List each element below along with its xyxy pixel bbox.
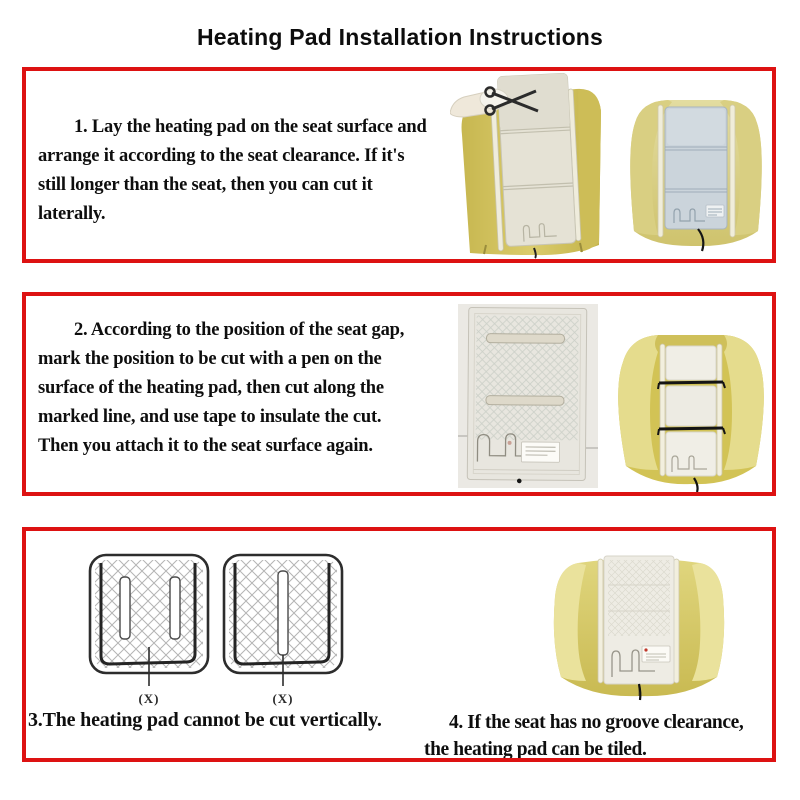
page-title: Heating Pad Installation Instructions [196, 24, 604, 50]
vertical-cut-slot [170, 577, 180, 639]
step1-box [22, 67, 776, 263]
vertical-cut-slot [120, 577, 130, 639]
step2-line: marked line, and use tape to insulate the cut. [38, 407, 382, 427]
step1-line: arrange it according to the seat clearance. If it's [38, 146, 405, 166]
heating-pad [604, 556, 674, 684]
step2-line: mark the position to be cut with a pen on the [38, 349, 382, 369]
heating-pad-sections [666, 346, 716, 476]
photo-seat-pad-cut-taped [610, 320, 772, 492]
forbidden-mark-label: (X) [272, 691, 294, 706]
photo-seat-pad-attached [622, 85, 770, 253]
step1-text [38, 113, 427, 229]
step3-caption: 3.The heating pad cannot be cut vertically. [28, 709, 382, 731]
step4-line: 4. If the seat has no groove clearance, [449, 712, 744, 733]
step2-line: 2. According to the position of the seat gap, [74, 320, 405, 340]
diagram-one-vertical-cut [222, 553, 344, 706]
forbidden-mark-label: (X) [138, 691, 160, 706]
vertical-cut-slot [278, 571, 288, 655]
heating-pad [665, 107, 727, 229]
pad-label [521, 442, 559, 462]
heating-pad [467, 307, 587, 483]
photo-seat-pad-tiled [538, 551, 740, 709]
step4-line: the heating pad can be tiled. [424, 739, 647, 760]
step2-box [22, 292, 776, 496]
step1-line: still longer than the seat, then you can cut it [38, 175, 373, 195]
step1-line: 1. Lay the heating pad on the seat surface and [74, 117, 427, 137]
pad-slot [486, 396, 564, 406]
step2-line: Then you attach it to the seat surface again. [38, 436, 373, 456]
pad-wire [639, 684, 640, 700]
step1-line: laterally. [38, 204, 106, 224]
step3-step4-box [22, 527, 776, 762]
photo-seat-pad-cutting [450, 73, 614, 259]
photo-flat-heating-pad [458, 304, 598, 488]
diagram-two-vertical-cuts [88, 553, 210, 706]
step2-line: surface of the heating pad, then cut along the [38, 378, 384, 398]
no-vertical-cut-diagrams [88, 553, 344, 706]
step2-text [38, 316, 404, 461]
pad-slot [486, 334, 564, 344]
step4-caption [424, 709, 743, 762]
